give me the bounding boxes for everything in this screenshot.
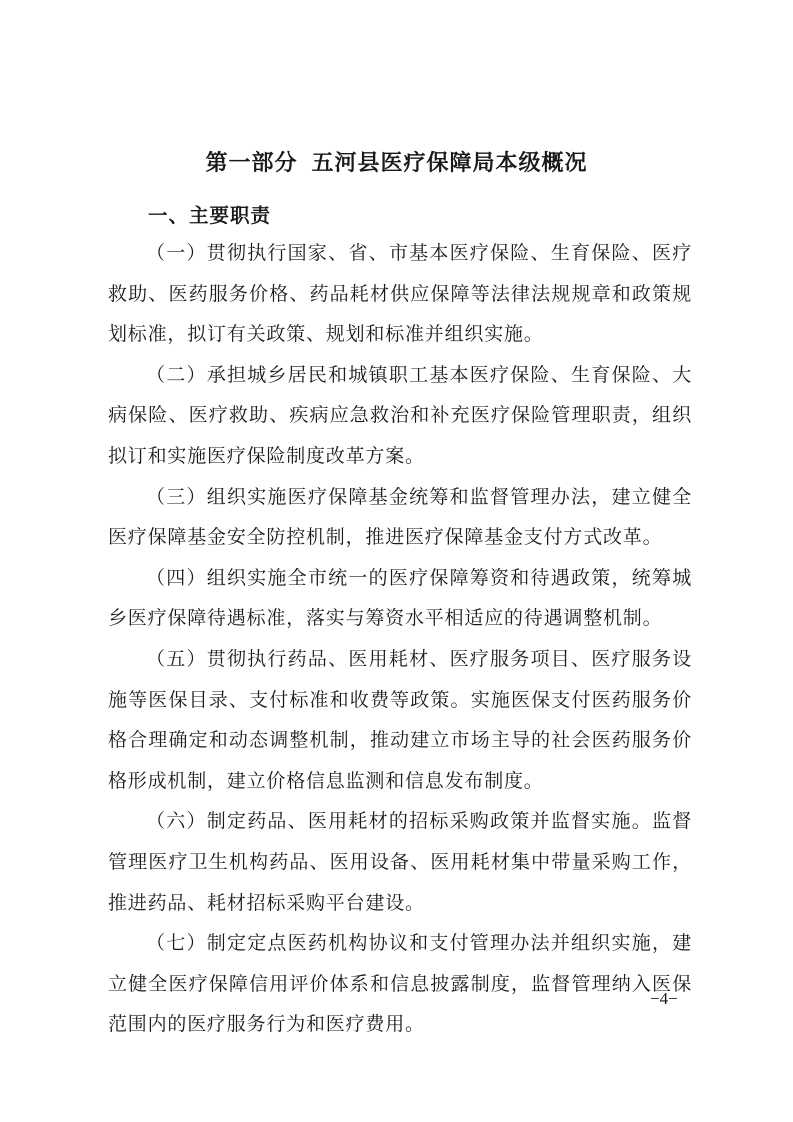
title-part-label: 第一部分 bbox=[205, 151, 298, 176]
paragraph-7: （七）制定定点医药机构协议和支付管理办法并组织实施，建立健全医疗保障信用评价体系和信息披露制度，监督管理纳入医保范围内的医疗服务行为和医疗费用。 bbox=[108, 932, 692, 1036]
paragraph-2: （二）承担城乡居民和城镇职工基本医疗保险、生育保险、大病保险、医疗救助、疾病应急救治和补充医疗保险管理职责，组织拟订和实施医疗保险制度改革方案。 bbox=[108, 363, 692, 467]
paragraph-5: （五）贯彻执行药品、医用耗材、医疗服务项目、医疗服务设施等医保目录、支付标准和收费等政策。实施医保支付医药服务价格合理确定和动态调整机制，推动建立市场主导的社会医药服务价格形成机制，建立价格信息监测和信息发布制度。 bbox=[108, 647, 692, 792]
section-heading: 一、主要职责 bbox=[148, 204, 272, 227]
paragraph-3: （三）组织实施医疗保障基金统筹和监督管理办法，建立健全医疗保障基金安全防控机制，推进医疗保障基金支付方式改革。 bbox=[108, 485, 692, 549]
title-main-label: 五河县医疗保障局本级概况 bbox=[311, 151, 588, 176]
paragraph-6: （六）制定药品、医用耗材的招标采购政策并监督实施。监督管理医疗卫生机构药品、医用设备、医用耗材集中带量采购工作，推进药品、耗材招标采购平台建设。 bbox=[108, 810, 692, 914]
paragraph-1: （一）贯彻执行国家、省、市基本医疗保险、生育保险、医疗救助、医药服务价格、药品耗材供应保障等法律法规规章和政策规划标准，拟订有关政策、规划和标准并组织实施。 bbox=[108, 242, 692, 346]
body-text bbox=[108, 233, 692, 1045]
page-title bbox=[0, 146, 793, 177]
page-number: −4− bbox=[650, 989, 678, 1008]
paragraph-4: （四）组织实施全市统一的医疗保障筹资和待遇政策，统筹城乡医疗保障待遇标准，落实与筹资水平相适应的待遇调整机制。 bbox=[108, 566, 692, 630]
